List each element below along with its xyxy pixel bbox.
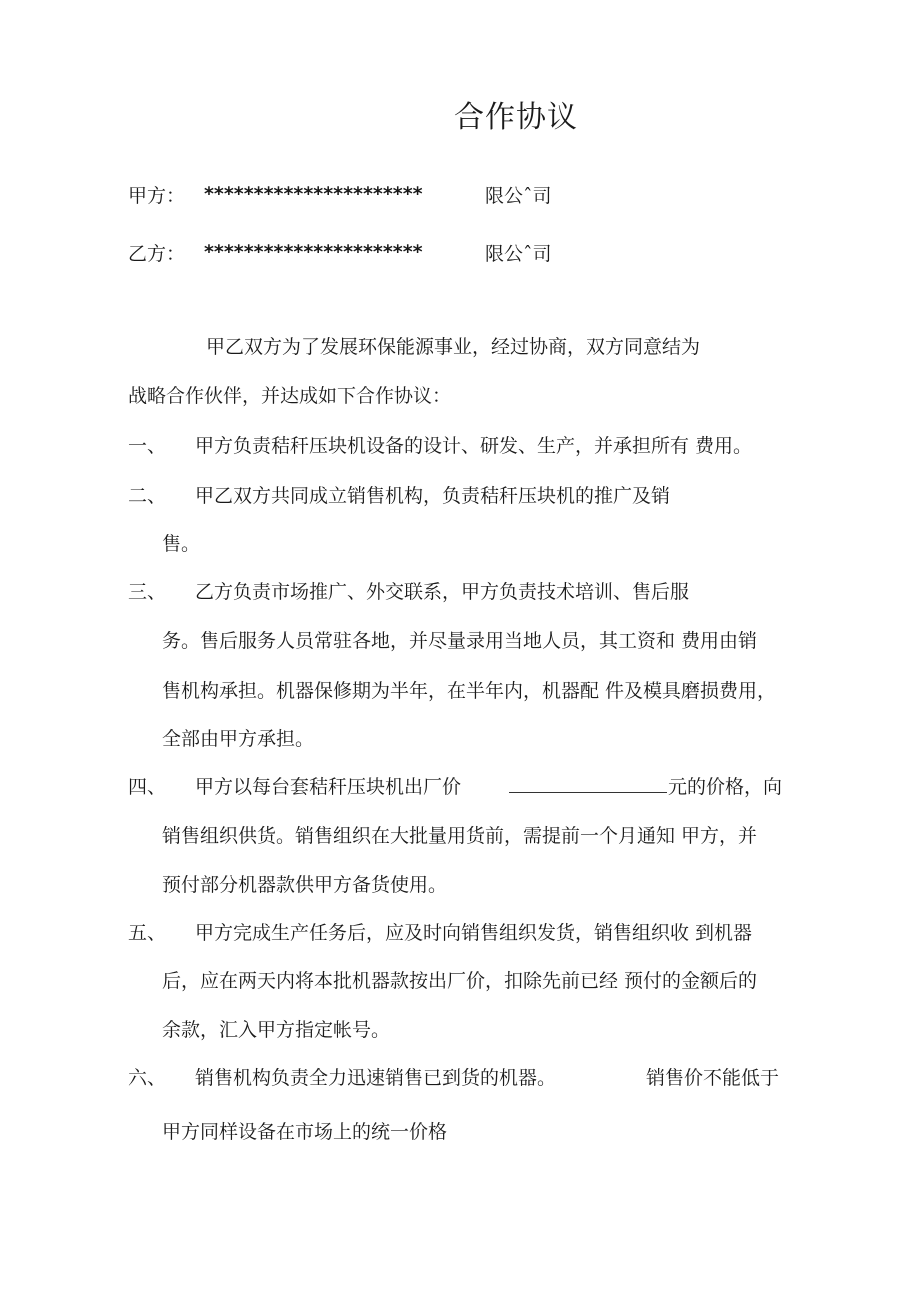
clause-3-line-1: 乙方负责市场推广、外交联系，甲方负责技术培训、售后服 <box>195 581 690 603</box>
clause-5-line-2: 后，应在两天内将本批机器款按出厂价，扣除先前已经 预付的金额后的 <box>162 970 758 992</box>
clause-4-number: 四、 <box>128 776 167 798</box>
clause-6-line-2: 甲方同样设备在市场上的统一价格 <box>162 1121 448 1143</box>
clause-4-line-3: 预付部分机器款供甲方备货使用。 <box>162 874 448 896</box>
clause-5-number: 五、 <box>128 922 167 944</box>
clause-6-line-1b: 销售价不能低于 <box>646 1067 780 1089</box>
clause-6-number: 六、 <box>128 1067 167 1089</box>
clause-6-line-1a: 销售机构负责全力迅速销售已到货的机器。 <box>195 1067 557 1089</box>
page-title: 合作协议 <box>454 100 578 135</box>
clause-3-number: 三、 <box>128 581 167 603</box>
clause-4-line-1-pre: 甲方以每台套秸秆压块机出厂价 <box>195 776 462 798</box>
clause-2-line-2: 售。 <box>162 533 201 555</box>
clause-2-line-1: 甲乙双方共同成立销售机构，负责秸秆压块机的推广及销 <box>195 485 671 507</box>
clause-1-number: 一、 <box>128 435 167 457</box>
clause-5-line-1: 甲方完成生产任务后，应及时向销售组织发货，销售组织收 到机器 <box>195 922 753 944</box>
clause-3-line-3: 售机构承担。机器保修期为半年，在半年内，机器配 件及模具磨损费用， <box>162 680 777 702</box>
clause-4-line-1-post: 元的价格，向 <box>668 776 783 798</box>
clause-4-line-2: 销售组织供货。销售组织在大批量用货前，需提前一个月通知 甲方，并 <box>162 825 758 847</box>
clause-5-line-3: 余款，汇入甲方指定帐号。 <box>162 1019 391 1041</box>
clause-3-line-4: 全部由甲方承担。 <box>162 728 315 750</box>
party-a-name: ********************** <box>204 183 423 205</box>
price-blank-field <box>509 774 667 793</box>
party-a-label: 甲方： <box>128 185 186 207</box>
clause-3-line-2: 务。售后服务人员常驻各地，并尽量录用当地人员，其工资和 费用由销 <box>162 630 758 652</box>
clause-2-number: 二、 <box>128 485 167 507</box>
party-b-name: ********************** <box>204 241 423 263</box>
party-b-suffix: 限公ˆ司 <box>485 243 552 265</box>
clause-4-price-line <box>509 772 782 799</box>
intro-line-2: 战略合作伙伴，并达成如下合作协议： <box>128 385 452 407</box>
party-b-label: 乙方： <box>128 243 186 265</box>
intro-line-1: 甲乙双方为了发展环保能源事业，经过协商，双方同意结为 <box>206 336 701 358</box>
party-a-suffix: 限公ˆ司 <box>485 185 552 207</box>
clause-1-line-1: 甲方负责秸秆压块机设备的设计、研发、生产，并承担所有 费用。 <box>195 435 753 457</box>
